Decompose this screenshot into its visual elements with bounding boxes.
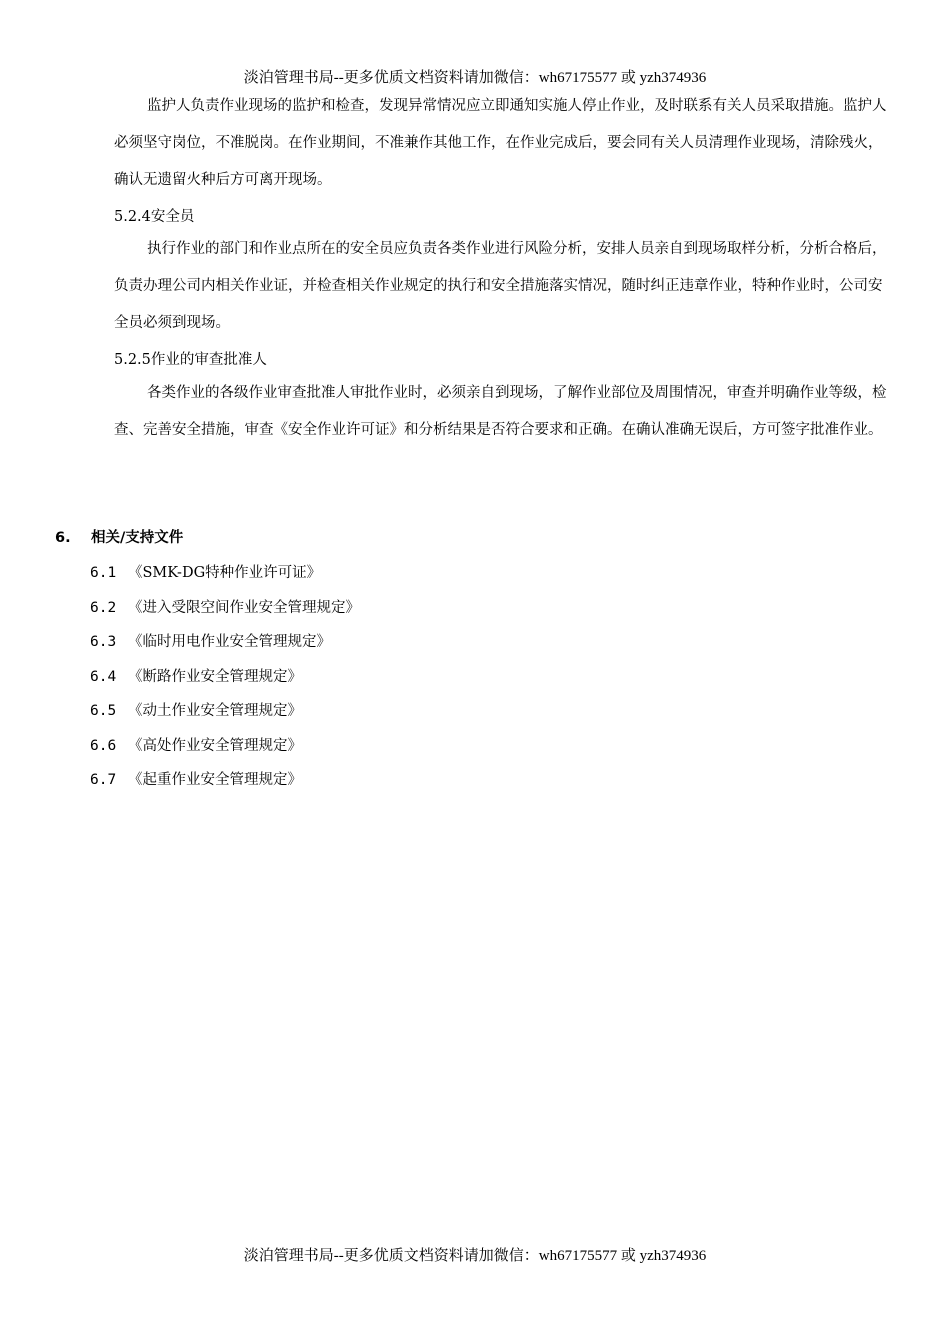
doc-title: 《高处作业安全管理规定》 (128, 737, 302, 754)
doc-number: 6.6 (90, 737, 117, 754)
list-item (90, 734, 360, 769)
doc-number: 6.3 (90, 634, 117, 650)
page-header: 淡泊管理书局--更多优质文档资料请加微信：wh67175577 或 yzh374936 (243, 70, 707, 86)
list-item (90, 630, 360, 665)
doc-title: 《进入受限空间作业安全管理规定》 (128, 599, 360, 616)
related-docs-list (90, 561, 360, 803)
doc-title: 《动土作业安全管理规定》 (128, 703, 302, 719)
section-number: 6. (55, 530, 71, 546)
approver-heading: 5.2.5作业的审查批准人 (114, 352, 267, 368)
doc-title: 《起重作业安全管理规定》 (128, 772, 302, 788)
list-item (90, 768, 360, 803)
list-item (90, 596, 360, 631)
list-item (90, 665, 360, 700)
guardian-paragraph: 监护人负责作业现场的监护和检查，发现异常情况应立即通知实施人停止作业，及时联系有关人员采取措施。监护人必须坚守岗位，不准脱岗。在作业期间，不准兼作其他工作，在作业完成后，要会同有关人员清理作业现场，清除残火，确认无遗留火种后方可离开现场。 (114, 98, 887, 188)
doc-number: 6.7 (90, 772, 117, 788)
approver-paragraph: 各类作业的各级作业审查批准人审批作业时，必须亲自到现场，了解作业部位及周围情况，审查并明确作业等级，检查、完善安全措施，审查《安全作业许可证》和分析结果是否符合要求和正确。在确认准确无误后，方可签字批准作业。 (114, 385, 887, 438)
doc-title: 《SMK-DG特种作业许可证》 (128, 565, 322, 581)
doc-title: 《断路作业安全管理规定》 (128, 668, 302, 685)
doc-number: 6.4 (90, 668, 117, 685)
section-title-text: 相关/支持文件 (91, 530, 184, 546)
doc-title: 《临时用电作业安全管理规定》 (128, 634, 331, 650)
doc-number: 6.5 (90, 703, 117, 719)
page-footer: 淡泊管理书局--更多优质文档资料请加微信：wh67175577 或 yzh374936 (243, 1248, 707, 1264)
doc-number: 6.2 (90, 599, 117, 616)
list-item (90, 561, 360, 596)
list-item (90, 699, 360, 734)
doc-number: 6.1 (90, 565, 117, 581)
safety-officer-heading: 5.2.4安全员 (114, 209, 195, 225)
related-docs-section-title (55, 528, 183, 548)
safety-officer-paragraph: 执行作业的部门和作业点所在的安全员应负责各类作业进行风险分析，安排人员亲自到现场取样分析，分析合格后，负责办理公司内相关作业证，并检查相关作业规定的执行和安全措施落实情况，随时纠正违章作业，特种作业时，公司安全员必须到现场。 (114, 241, 887, 331)
